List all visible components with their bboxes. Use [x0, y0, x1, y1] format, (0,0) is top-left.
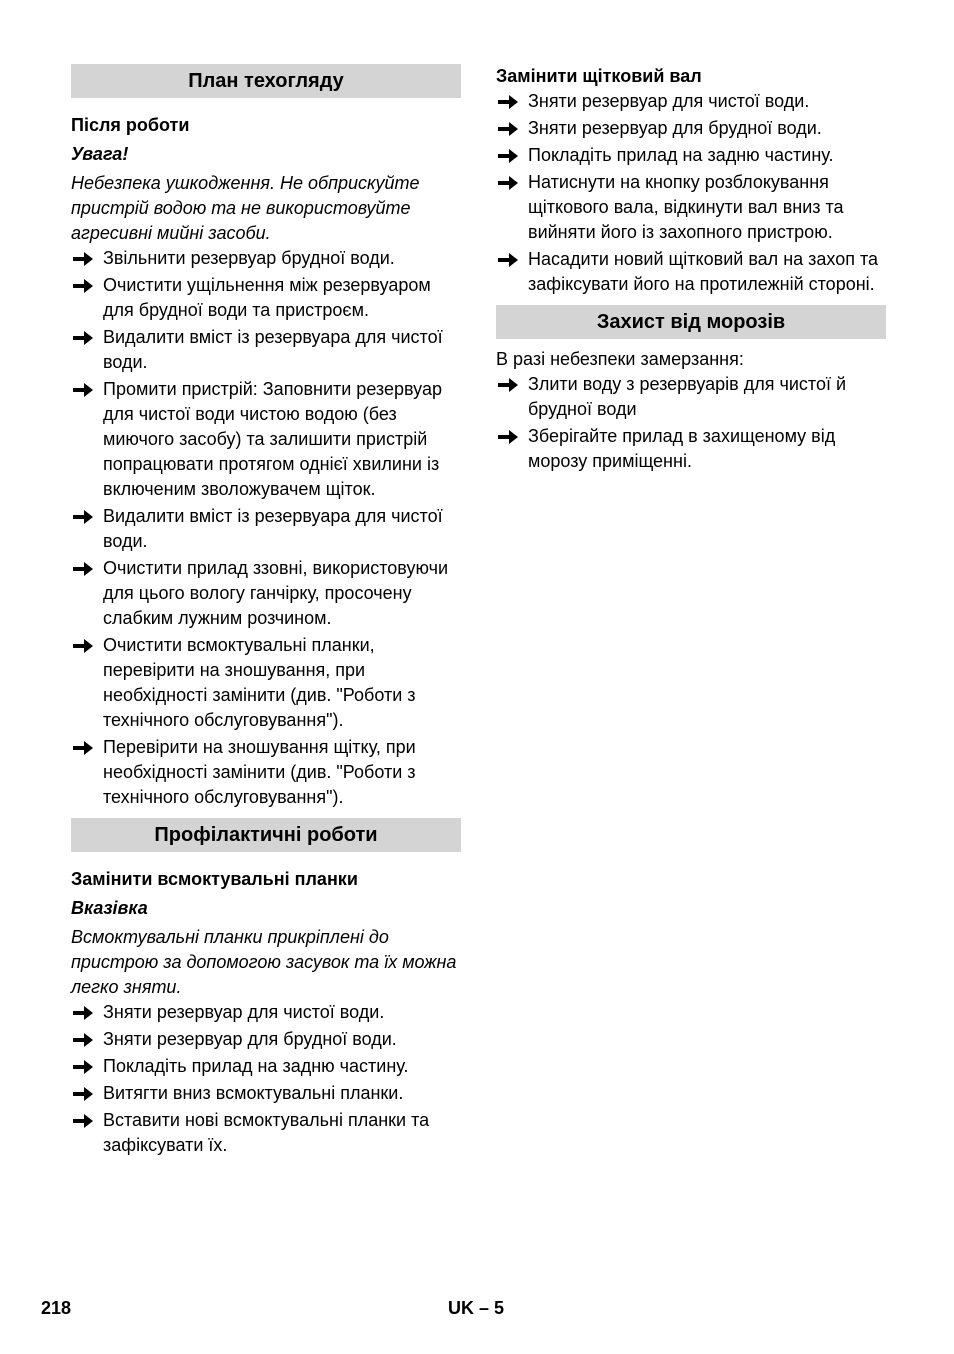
list-item-text: Злити воду з резервуарів для чистої й брудної води	[528, 374, 847, 419]
list-item	[71, 504, 461, 554]
list-item-text: Очистити прилад ззовні, використовуючи для цього вологу ганчірку, просочену слабким лужним розчином.	[103, 558, 449, 628]
arrow-right-icon	[498, 176, 518, 190]
list-item	[71, 273, 461, 323]
list-item	[496, 372, 886, 422]
right-column	[496, 64, 886, 476]
warning-text: Небезпека ушкодження. Не обприскуйте пристрій водою та не використовуйте агресивні мийні засоби.	[71, 173, 420, 243]
arrow-right-icon	[73, 331, 93, 345]
arrow-right-icon	[73, 1033, 93, 1047]
section-title-preventive: Профілактичні роботи	[71, 818, 461, 852]
list-item-text: Витягти вниз всмоктувальні планки.	[103, 1083, 404, 1103]
list-item-text: Видалити вміст із резервуара для чистої води.	[103, 327, 443, 372]
list-item	[71, 325, 461, 375]
list-item-text: Перевірити на зношування щітку, при необхідності замінити (див. "Роботи з технічного обслуговування").	[103, 737, 416, 807]
section-title-frost: Захист від морозів	[496, 305, 886, 339]
list-item	[71, 246, 461, 271]
arrow-right-icon	[73, 1087, 93, 1101]
list-item	[71, 1108, 461, 1158]
list-item	[496, 247, 886, 297]
list-item	[71, 1081, 461, 1106]
arrow-right-icon	[73, 383, 93, 397]
list-item	[71, 377, 461, 502]
replace-strips-steps	[71, 1000, 461, 1158]
list-item	[496, 89, 886, 114]
arrow-right-icon	[73, 510, 93, 524]
frost-steps	[496, 372, 886, 474]
list-item-text: Промити пристрій: Заповнити резервуар для чистої води чистою водою (без миючого засобу) та залишити пристрій попрацювати протягом однієї хвилини із включеним зволожувачем щіток.	[103, 379, 442, 499]
arrow-right-icon	[73, 252, 93, 266]
arrow-right-icon	[73, 1114, 93, 1128]
after-work-steps	[71, 246, 461, 810]
list-item-text: Зняти резервуар для чистої води.	[528, 91, 810, 111]
replace-strips-heading: Замінити всмоктувальні планки	[71, 869, 358, 889]
list-item	[71, 735, 461, 810]
section-title-maintenance-plan: План техогляду	[71, 64, 461, 98]
after-work-heading: Після роботи	[71, 115, 190, 135]
list-item-text: Зняти резервуар для брудної води.	[103, 1029, 397, 1049]
list-item	[496, 424, 886, 474]
warning-title: Увага!	[71, 144, 129, 164]
frost-intro: В разі небезпеки замерзання:	[496, 349, 744, 369]
list-item	[71, 1000, 461, 1025]
list-item-text: Видалити вміст із резервуара для чистої води.	[103, 506, 443, 551]
list-item-text: Насадити новий щітковий вал на захоп та зафіксувати його на протилежній стороні.	[528, 249, 879, 294]
list-item	[71, 633, 461, 733]
arrow-right-icon	[73, 741, 93, 755]
list-item	[496, 116, 886, 141]
list-item-text: Очистити ущільнення між резервуаром для брудної води та пристроєм.	[103, 275, 431, 320]
hint-text: Всмоктувальні планки прикріплені до пристрою за допомогою засувок та їх можна легко зняти.	[71, 927, 457, 997]
arrow-right-icon	[498, 430, 518, 444]
list-item	[71, 556, 461, 631]
replace-roller-heading: Замінити щітковий вал	[496, 66, 702, 86]
list-item-text: Натиснути на кнопку розблокування щіткового вала, відкинути вал вниз та вийняти його із захопного пристрою.	[528, 172, 844, 242]
list-item-text: Очистити всмоктувальні планки, перевірити на зношування, при необхідності замінити (див. "Роботи з технічного обслуговування").	[103, 635, 416, 730]
list-item	[71, 1027, 461, 1052]
list-item	[71, 1054, 461, 1079]
list-item-text: Зберігайте прилад в захищеному від морозу приміщенні.	[528, 426, 836, 471]
arrow-right-icon	[498, 253, 518, 267]
arrow-right-icon	[73, 639, 93, 653]
list-item-text: Зняти резервуар для брудної води.	[528, 118, 822, 138]
list-item	[496, 143, 886, 168]
left-column	[71, 64, 461, 1160]
arrow-right-icon	[498, 95, 518, 109]
arrow-right-icon	[73, 279, 93, 293]
list-item	[496, 170, 886, 245]
list-item-text: Вставити нові всмоктувальні планки та зафіксувати їх.	[103, 1110, 430, 1155]
replace-roller-steps	[496, 89, 886, 297]
arrow-right-icon	[73, 1060, 93, 1074]
list-item-text: Покладіть прилад на задню частину.	[103, 1056, 409, 1076]
arrow-right-icon	[73, 1006, 93, 1020]
arrow-right-icon	[498, 122, 518, 136]
arrow-right-icon	[498, 378, 518, 392]
page-label: UK – 5	[448, 1298, 505, 1318]
arrow-right-icon	[73, 562, 93, 576]
list-item-text: Звільнити резервуар брудної води.	[103, 248, 395, 268]
page-number: 218	[41, 1298, 72, 1318]
list-item-text: Покладіть прилад на задню частину.	[528, 145, 834, 165]
hint-title: Вказівка	[71, 898, 148, 918]
arrow-right-icon	[498, 149, 518, 163]
list-item-text: Зняти резервуар для чистої води.	[103, 1002, 385, 1022]
